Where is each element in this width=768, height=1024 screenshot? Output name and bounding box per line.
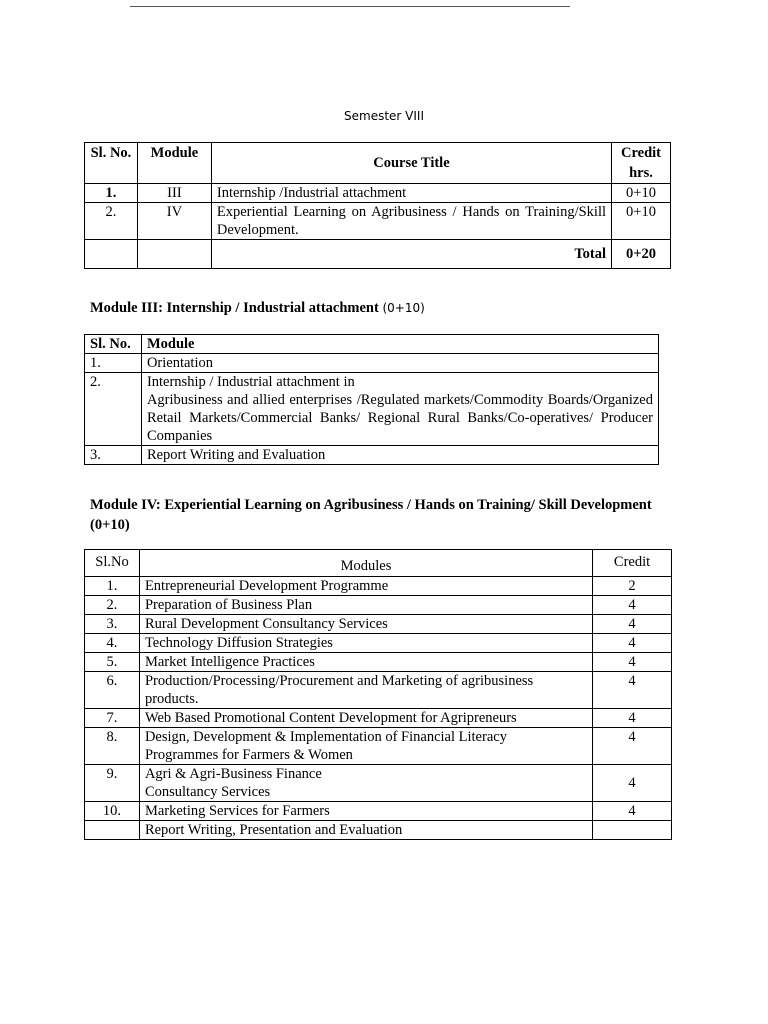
table-row: [85, 802, 672, 821]
table-row: [85, 446, 659, 465]
module-title-cell: Preparation of Business Plan: [139, 596, 592, 615]
course-title-cell: Internship /Industrial attachment: [211, 184, 611, 203]
table-row: [85, 615, 672, 634]
module-title-cell: Production/Processing/Procurement and Marketing of agribusiness products.: [139, 672, 592, 709]
module-3-credit: (0+10): [382, 301, 425, 315]
module-4-table: [84, 549, 672, 840]
col-header-sl-no: Sl.No: [85, 550, 140, 577]
sl-no-cell: 4.: [85, 634, 140, 653]
total-label: Total: [211, 240, 611, 269]
col-header-module: Module: [137, 143, 211, 184]
module-cell: [141, 373, 658, 446]
credit-cell: 4: [593, 653, 672, 672]
credit-cell: 4: [593, 615, 672, 634]
module-cell: Orientation: [141, 354, 658, 373]
table-row: [85, 577, 672, 596]
credit-cell: 0+10: [612, 184, 671, 203]
credit-cell: 4: [593, 634, 672, 653]
table-header-row: [85, 335, 659, 354]
table-row: [85, 203, 671, 240]
total-value: 0+20: [612, 240, 671, 269]
table-row: [85, 821, 672, 840]
module-title-cell: [139, 765, 592, 802]
sl-no-cell: 2.: [85, 203, 138, 240]
sl-no-cell: 2.: [85, 373, 142, 446]
sl-no-cell: 3.: [85, 446, 142, 465]
sl-no-cell: 2.: [85, 596, 140, 615]
table-row: [85, 634, 672, 653]
module-title-line: Agri & Agri-Business Finance: [144, 766, 322, 782]
credit-cell: 4: [593, 765, 672, 802]
col-header-modules: Modules: [139, 550, 592, 577]
sl-no-cell: 1.: [85, 184, 138, 203]
header-rule: [130, 6, 570, 7]
sl-no-cell: 8.: [85, 728, 140, 765]
module-4-heading: Module IV: Experiential Learning on Agribusiness / Hands on Training/ Skill Development (0+10): [90, 497, 652, 533]
module-cell: IV: [137, 203, 211, 240]
sl-no-cell: [85, 821, 140, 840]
table-row: [85, 709, 672, 728]
table-row: [85, 765, 672, 802]
sl-no-cell: 1.: [85, 577, 140, 596]
module-title-cell: Marketing Services for Farmers: [139, 802, 592, 821]
credit-cell: 4: [593, 709, 672, 728]
module-title-cell: Rural Development Consultancy Services: [139, 615, 592, 634]
module-3-heading: [90, 300, 425, 317]
sl-no-cell: 3.: [85, 615, 140, 634]
table-row: [85, 672, 672, 709]
table-row: [85, 373, 659, 446]
credit-cell: [593, 821, 672, 840]
semester-course-table: [84, 142, 671, 269]
table-header-row: [85, 143, 671, 184]
course-title-cell: Experiential Learning on Agribusiness / Hands on Training/Skill Development.: [211, 203, 611, 240]
table-header-row: [85, 550, 672, 577]
credit-cell: 0+10: [612, 203, 671, 240]
credit-cell: 2: [593, 577, 672, 596]
semester-title: Semester VIII: [344, 109, 424, 123]
module-title-cell: Entrepreneurial Development Programme: [139, 577, 592, 596]
empty-cell: [137, 240, 211, 269]
empty-cell: [85, 240, 138, 269]
credit-cell: 4: [593, 728, 672, 765]
module-cell-line: Internship / Industrial attachment in: [146, 374, 355, 390]
module-title-cell: Market Intelligence Practices: [139, 653, 592, 672]
module-cell: III: [137, 184, 211, 203]
sl-no-cell: 10.: [85, 802, 140, 821]
credit-cell: 4: [593, 596, 672, 615]
module-title-cell: Technology Diffusion Strategies: [139, 634, 592, 653]
col-header-sl-no: Sl. No.: [85, 335, 142, 354]
sl-no-cell: 7.: [85, 709, 140, 728]
col-header-sl-no: Sl. No.: [85, 143, 138, 184]
table-row: [85, 653, 672, 672]
sl-no-cell: 9.: [85, 765, 140, 802]
module-title-cell: Design, Development & Implementation of Financial Literacy Programmes for Farmers & Women: [139, 728, 592, 765]
table-row: [85, 184, 671, 203]
module-title-cell: Web Based Promotional Content Development for Agripreneurs: [139, 709, 592, 728]
table-row: [85, 596, 672, 615]
module-title-cell: Report Writing, Presentation and Evaluation: [139, 821, 592, 840]
col-header-credit: Credit: [593, 550, 672, 577]
credit-cell: 4: [593, 672, 672, 709]
module-cell: Report Writing and Evaluation: [141, 446, 658, 465]
table-row: [85, 728, 672, 765]
sl-no-cell: 1.: [85, 354, 142, 373]
col-header-course-title: Course Title: [211, 143, 611, 184]
module-title-line: Consultancy Services: [144, 784, 271, 800]
module-cell-details: Agribusiness and allied enterprises /Regulated markets/Commodity Boards/Organized Retail Markets/Commercial Banks/ Regional Rural Banks/Co-operatives/ Producer Companies: [146, 392, 653, 444]
total-row: [85, 240, 671, 269]
col-header-module: Module: [141, 335, 658, 354]
credit-cell: 4: [593, 802, 672, 821]
sl-no-cell: 5.: [85, 653, 140, 672]
module-3-table: [84, 334, 659, 465]
table-row: [85, 354, 659, 373]
module-3-heading-text: Module III: Internship / Industrial attachment: [90, 300, 379, 316]
sl-no-cell: 6.: [85, 672, 140, 709]
col-header-credit-hrs: Credit hrs.: [612, 143, 671, 184]
